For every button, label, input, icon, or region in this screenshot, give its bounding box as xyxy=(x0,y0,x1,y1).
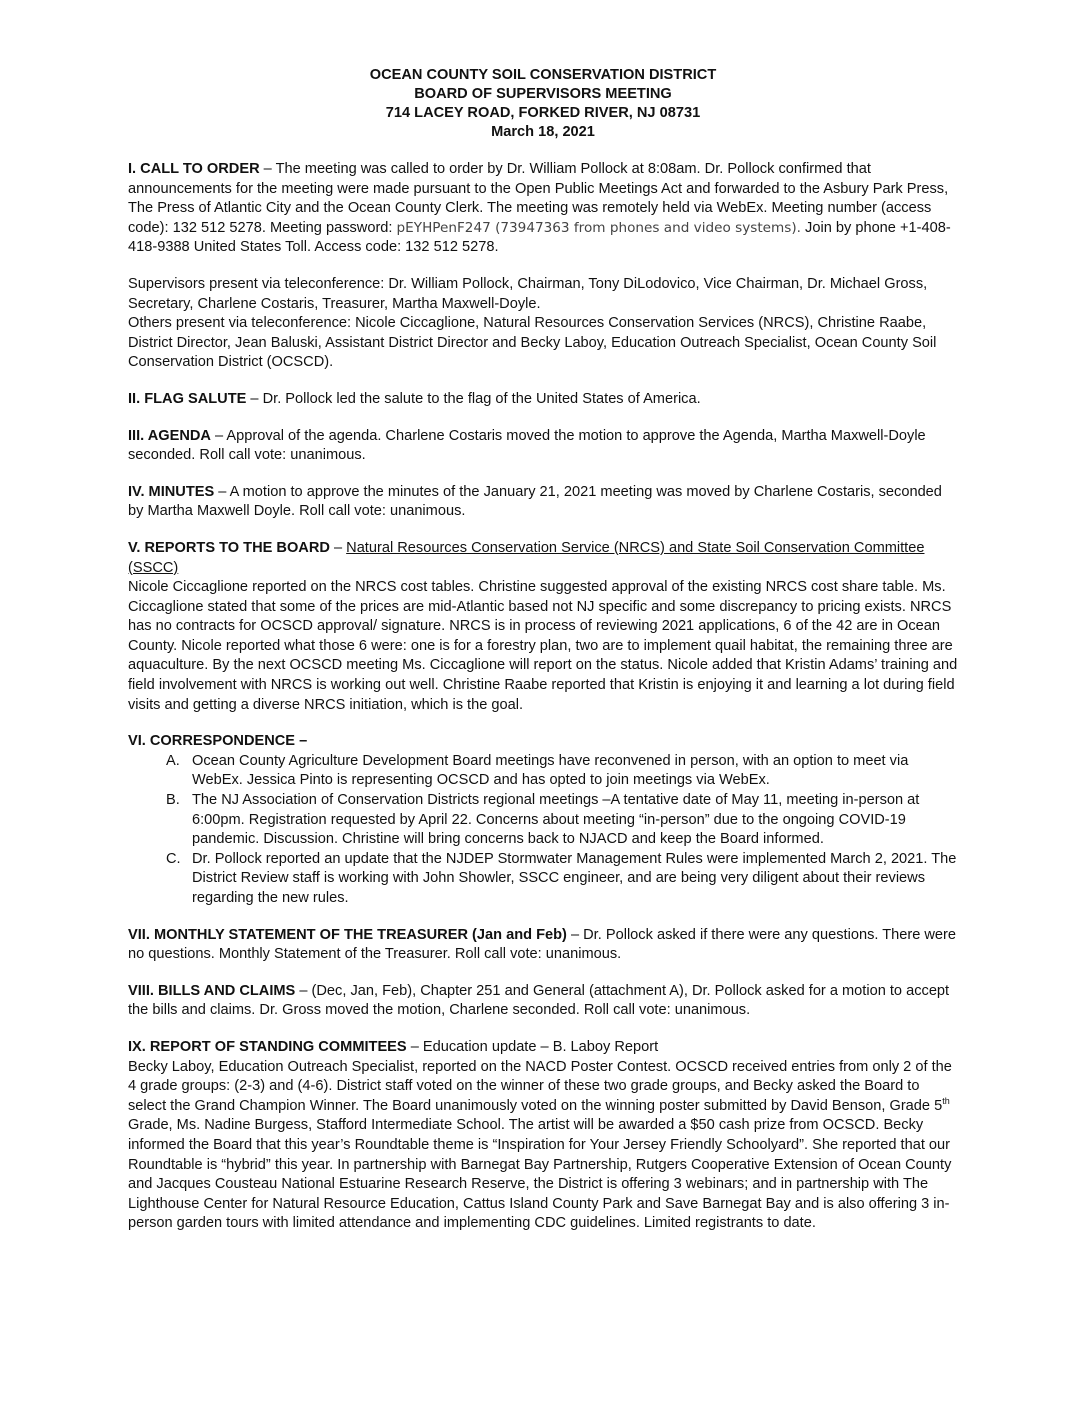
section-heading: IX. REPORT OF STANDING COMMITEES xyxy=(128,1038,407,1055)
list-item xyxy=(166,752,958,791)
correspondence-list xyxy=(128,752,958,909)
list-item-text: Dr. Pollock reported an update that the NJDEP Stormwater Management Rules were implemented March 2, 2021. The District Review staff is working with John Showler, SSCC engineer, and are being very diligent about their reviews regarding the new rules. xyxy=(192,850,957,906)
section-heading: VI. CORRESPONDENCE – xyxy=(128,733,308,750)
section-heading: IV. MINUTES xyxy=(128,483,215,500)
section-heading: VII. MONTHLY STATEMENT OF THE TREASURER (Jan and Feb) xyxy=(128,926,567,943)
section-standing-committees xyxy=(128,1038,958,1234)
section-subheading: Natural Resources Conservation Service (NRCS) and State Soil Conservation Committee (SSCC) xyxy=(128,539,925,576)
document-body xyxy=(128,66,958,1251)
ordinal-suffix: th xyxy=(942,1095,950,1106)
section-flag-salute xyxy=(128,390,958,410)
section-text: – (Dec, Jan, Feb), Chapter 251 and General (attachment A), Dr. Pollock asked for a motion to accept the bills and claims. Dr. Gross moved the motion, Charlene seconded. Roll call vote: unanimous. xyxy=(128,982,950,1019)
meeting-password: pEYHPenF247 (73947363 from phones and video systems). xyxy=(396,219,801,236)
header-district: OCEAN COUNTY SOIL CONSERVATION DISTRICT xyxy=(369,67,717,83)
section-reports xyxy=(128,539,958,715)
list-marker: A. xyxy=(166,752,180,769)
section-text: Join by phone +1-408-418-9388 United States Toll. Access code: 132 512 5278. xyxy=(128,219,951,256)
section-text: – Dr. Pollock asked if there were any questions. There were no questions. Monthly Statement of the Treasurer. Roll call vote: unanimous. xyxy=(128,926,957,963)
section-text: Becky Laboy, Education Outreach Specialist, reported on the NACD Poster Contest. OCSCD received entries from only 2 of the 4 grade groups: (2-3) and (4-6). District staff voted on the winner of these two grade groups, and Becky asked the Board to select the Grand Champion Winner. The Board unanimously voted on the winning poster submitted by David Benson, Grade 5 xyxy=(128,1058,952,1114)
section-heading: VIII. BILLS AND CLAIMS xyxy=(128,982,296,999)
section-bills-claims xyxy=(128,982,958,1021)
others-present: Others present via teleconference: Nicole Ciccaglione, Natural Resources Conservation Services (NRCS), Christine Raabe, District Director, Jean Baluski, Assistant District Director and Becky Laboy, Education Outreach Specialist, Ocean County Soil Conservation District (OCSCD). xyxy=(128,315,937,371)
section-heading: V. REPORTS TO THE BOARD xyxy=(128,539,330,556)
section-correspondence xyxy=(128,732,958,908)
section-text: – The meeting was called to order by Dr. William Pollock at 8:08am. Dr. Pollock confirmed that announcements for the meeting were made pursuant to the Open Public Meetings Act and forwarded to the Asbury Park Press, The Press of Atlantic City and the Ocean County Clerk. The meeting was remotely held via WebEx. Meeting number (access code): 132 512 5278. Meeting password: xyxy=(128,161,949,236)
header-address: 714 LACEY ROAD, FORKED RIVER, NJ 08731 xyxy=(385,105,701,121)
section-heading: III. AGENDA xyxy=(128,427,211,444)
list-marker: B. xyxy=(166,792,180,809)
section-dash: – xyxy=(329,539,347,556)
section-text: – Approval of the agenda. Charlene Costaris moved the motion to approve the Agenda, Martha Maxwell-Doyle seconded. Roll call vote: unanimous. xyxy=(128,427,926,464)
section-subtitle: – Education update – B. Laboy Report xyxy=(406,1038,659,1055)
list-marker: C. xyxy=(166,850,181,867)
section-text: – A motion to approve the minutes of the January 21, 2021 meeting was moved by Charlene Costaris, seconded by Martha Maxwell Doyle. Roll call vote: unanimous. xyxy=(128,483,942,520)
section-treasurer xyxy=(128,926,958,965)
document-header xyxy=(128,66,958,142)
section-heading: II. FLAG SALUTE xyxy=(128,390,247,407)
section-agenda xyxy=(128,427,958,466)
section-heading: I. CALL TO ORDER xyxy=(128,161,260,177)
supervisors-present: Supervisors present via teleconference: Dr. William Pollock, Chairman, Tony DiLodovico, Vice Chairman, Dr. Michael Gross, Secretary, Charlene Costaris, Treasurer, Martha Maxwell-Doyle. xyxy=(128,275,928,312)
list-item xyxy=(166,850,958,909)
section-text: – Dr. Pollock led the salute to the flag of the United States of America. xyxy=(246,390,701,407)
section-attendance xyxy=(128,275,958,373)
list-item xyxy=(166,791,958,850)
section-text: Nicole Ciccaglione reported on the NRCS cost tables. Christine suggested approval of the existing NRCS cost share table. Ms. Ciccaglione stated that some of the prices are mid-Atlantic based not NJ specific and some discrepancy to pricing exists. NRCS has no contracts for OCSCD approval/ signature. NRCS is in process of reviewing 2021 applications, 6 of the 42 are in Ocean County. Nicole reported what those 6 were: one is for a forestry plan, two are to implement quail habitat, the remaining three are aquaculture. By the next OCSCD meeting Ms. Ciccaglione will report on the status. Nicole added that Kristin Adams’ training and field involvement with NRCS is working out well. Christine Raabe reported that Kristin is enjoying it and learning a lot during field visits and getting a diverse NRCS initiation, which is the goal. xyxy=(128,579,958,713)
section-call-to-order xyxy=(128,160,958,258)
section-minutes xyxy=(128,483,958,522)
list-item-text: The NJ Association of Conservation Districts regional meetings –A tentative date of May 11, meeting in-person at 6:00pm. Registration requested by April 22. Concerns about meeting “in-person” due to the ongoing COVID-19 pandemic. Discussion. Christine will bring concerns back to NJACD and keep the Board informed. xyxy=(192,792,920,848)
section-text: Grade, Ms. Nadine Burgess, Stafford Intermediate School. The artist will be awarded a $50 cash prize from OCSCD. Becky informed the Board that this year’s Roundtable theme is “Inspiration for Your Jersey Friendly Schoolyard”. She reported that our Roundtable is “hybrid” this year. In partnership with Barnegat Bay Partnership, Rutgers Cooperative Extension of Ocean County and Jacques Cousteau National Estuarine Research Reserve, the District is offering 3 webinars; and in partnership with The Lighthouse Center for Natural Resource Education, Cattus Island County Park and Save Barnegat Bay and is also offering 3 in-person garden tours with limited attendance and implementing CDC guidelines. Limited registrants to date. xyxy=(128,1117,952,1232)
header-date: March 18, 2021 xyxy=(491,124,595,140)
list-item-text: Ocean County Agriculture Development Board meetings have reconvened in person, with an option to meet via WebEx. Jessica Pinto is representing OCSCD and has opted to join meetings via WebEx. xyxy=(192,752,909,789)
header-meeting: BOARD OF SUPERVISORS MEETING xyxy=(414,86,672,102)
